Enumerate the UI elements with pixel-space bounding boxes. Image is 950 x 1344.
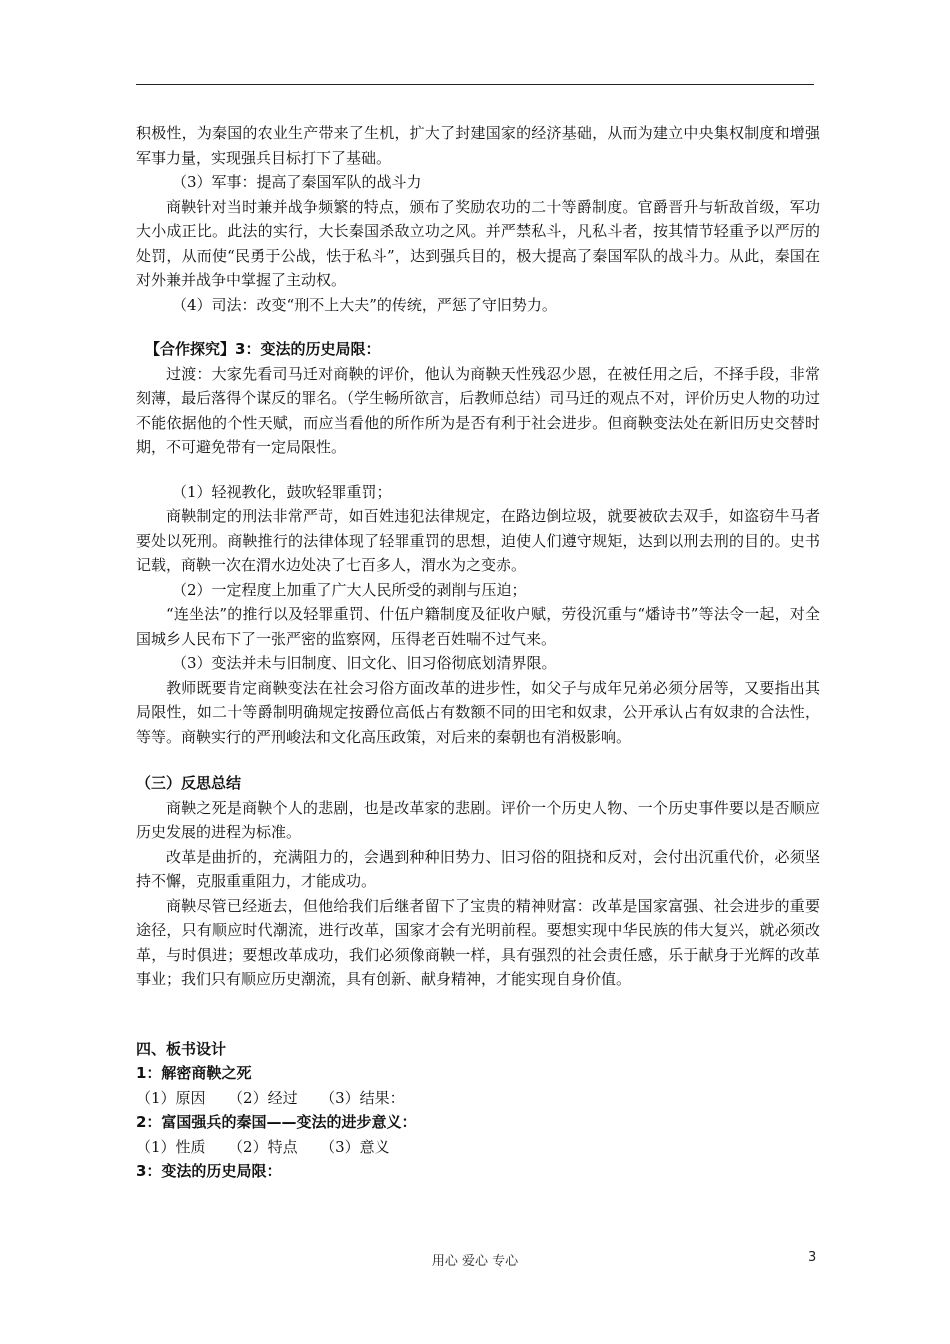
- board-item-2: 2：富国强兵的秦国——变法的进步意义：: [136, 1113, 417, 1131]
- board-subitems-1: （1）原因 （2）经过 （3）结果：: [136, 1088, 405, 1107]
- header-rule: [136, 84, 814, 85]
- paragraph: “连坐法”的推行以及轻罪重罚、什伍户籍制度及征收户赋，劳役沉重与“燔诗书”等法令一起，对全国城乡人民布下了一张严密的监察网，压得老百姓喘不过气来。: [136, 605, 820, 648]
- subheading-judicial: （4）司法：改变“刑不上大夫”的传统，严惩了守旧势力。: [172, 295, 557, 314]
- paragraph: 商鞅尽管已经逝去，但他给我们后继者留下了宝贵的精神财富：改革是国家富强、社会进步的重要途径，只有顺应时代潮流，进行改革，国家才会有光明前程。要想实现中华民族的伟大复兴，就必须改革，与时俱进；要想改革成功，我们必须像商鞅一样，具有强烈的社会责任感，乐于献身于光辉的改革事业；我们只有顺应历史潮流，具有创新、献身精神，才能实现自身价值。: [136, 896, 820, 988]
- paragraph: 过渡：大家先看司马迁对商鞅的评价，他认为商鞅天性残忍少恩，在被任用之后，不择手段，非常刻薄，最后落得个谋反的罪名。（学生畅所欲言，后教师总结）司马迁的观点不对，评价历史人物的功过不能依据他的个性天赋，而应当看他的所作所为是否有利于社会进步。但商鞅变法处在新旧历史交替时期，不可避免带有一定局限性。: [136, 364, 820, 456]
- page-body: [136, 121, 820, 1184]
- subheading-limitation-3: （3）变法并未与旧制度、旧文化、旧习俗彻底划清界限。: [172, 654, 557, 672]
- paragraph: 商鞅针对当时兼并战争频繁的特点，颁布了奖励农功的二十等爵制度。官爵晋升与斩敌首级，军功大小成正比。此法的实行，大长秦国杀敌立功之风。并严禁私斗，凡私斗者，按其情节轻重予以严厉的处罚，从而使“民勇于公战，怯于私斗”，达到强兵目的，极大提高了秦国军队的战斗力。从此，秦国在对外兼并战争中掌握了主动权。: [136, 197, 820, 289]
- board-subitems-2: （1）性质 （2）特点 （3）意义: [136, 1137, 390, 1156]
- board-item-3: 3：变法的历史局限：: [136, 1162, 282, 1180]
- paragraph: 商鞅制定的刑法非常严苛，如百姓违犯法律规定，在路边倒垃圾，就要被砍去双手，如盗窃牛马者要处以死刑。商鞅推行的法律体现了轻罪重罚的思想，迫使人们遵守规矩，达到以刑去刑的目的。史书记载，商鞅一次在渭水边处决了七百多人，渭水为之变赤。: [136, 507, 820, 574]
- section-heading-limitations: 【合作探究】3：变法的历史局限：: [145, 340, 381, 358]
- subheading-limitation-1: （1）轻视教化，鼓吹轻罪重罚；: [172, 482, 392, 501]
- footer-slogan: 用心 爱心 专心: [431, 1254, 519, 1269]
- paragraph: 改革是曲折的，充满阻力的，会遇到种种旧势力、旧习俗的阻挠和反对，会付出沉重代价，必须坚持不懈，克服重重阻力，才能成功。: [136, 847, 820, 890]
- paragraph: 积极性，为秦国的农业生产带来了生机，扩大了封建国家的经济基础，从而为建立中央集权制度和增强军事力量，实现强兵目标打下了基础。: [136, 124, 820, 167]
- subheading-limitation-2: （2）一定程度上加重了广大人民所受的剥削与压迫；: [172, 580, 527, 599]
- page-number: 3: [808, 1250, 817, 1265]
- section-heading-reflection: （三）反思总结: [136, 774, 242, 792]
- paragraph: 教师既要肯定商鞅变法在社会习俗方面改革的进步性，如父子与成年兄弟必须分居等，又要指出其局限性，如二十等爵制明确规定按爵位高低占有数额不同的田宅和奴隶，公开承认占有奴隶的合法性，等等。商鞅实行的严刑峻法和文化高压政策，对后来的秦朝也有消极影响。: [136, 678, 820, 746]
- board-item-1: 1：解密商鞅之死: [136, 1064, 252, 1082]
- paragraph: 商鞅之死是商鞅个人的悲剧，也是改革家的悲剧。评价一个历史人物、一个历史事件要以是否顺应历史发展的进程为标准。: [136, 798, 820, 841]
- section-heading-board-design: 四、板书设计: [136, 1039, 227, 1058]
- subheading-military: （3）军事：提高了秦国军队的战斗力: [172, 173, 422, 191]
